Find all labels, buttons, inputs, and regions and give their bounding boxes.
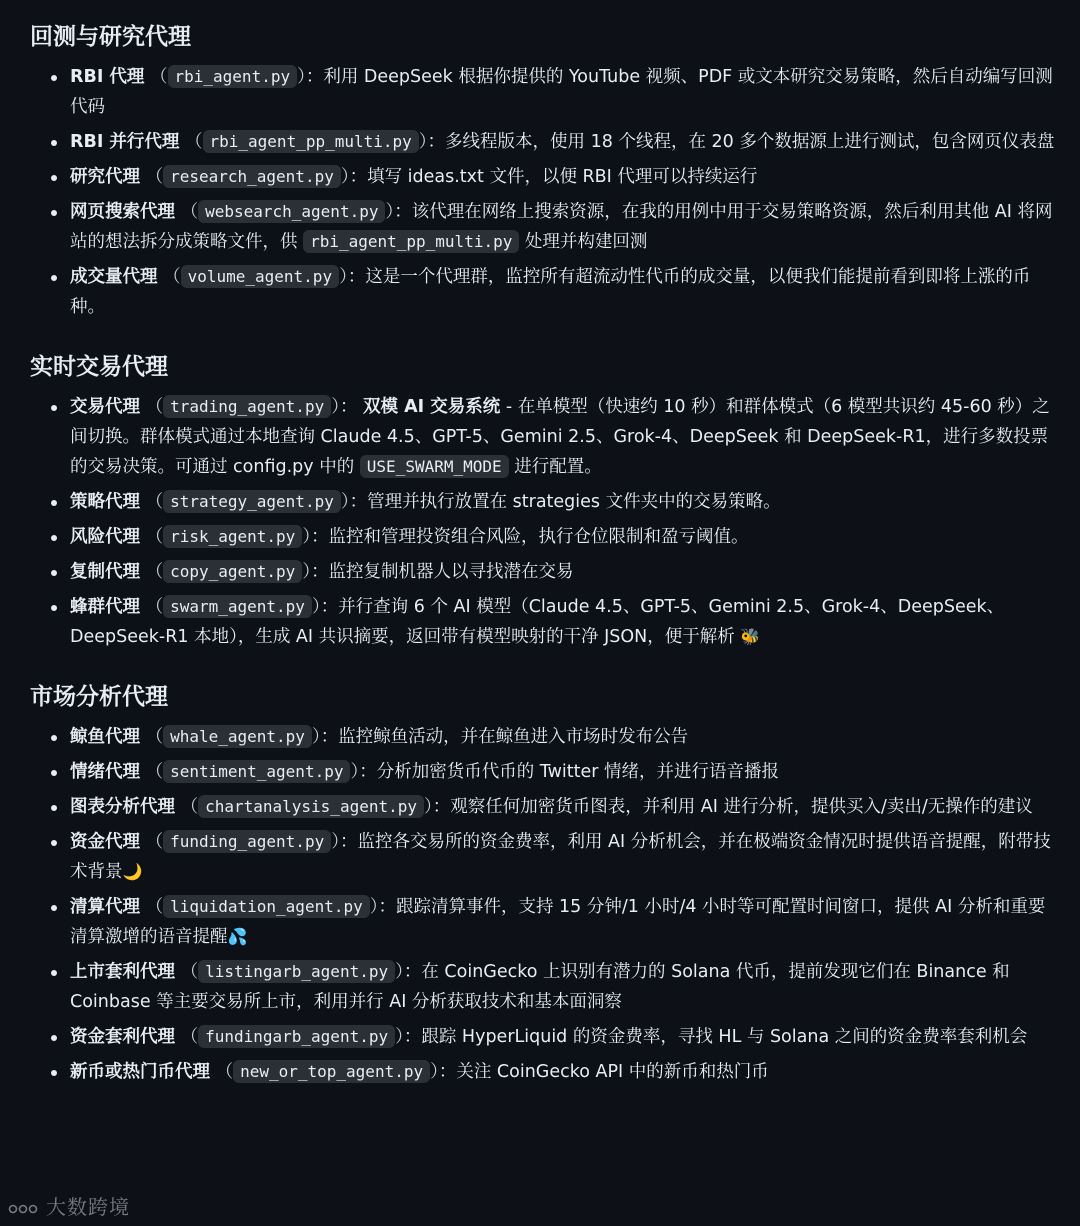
watermark	[8, 1191, 130, 1220]
agent-desc-tail: 处理并构建回测	[519, 232, 648, 252]
agent-desc: ：这是一个代理群，监控所有超流动性代币的成交量，以便我们能提前看到即将上涨的币种。	[70, 267, 1031, 317]
agent-name: 新币或热门币代理	[70, 1062, 210, 1082]
bold-phrase: 双模 AI 交易系统	[363, 397, 501, 417]
agent-name: 图表分析代理	[70, 797, 175, 817]
agent-desc: ：跟踪清算事件，支持 15 分钟/1 小时/4 小时等可配置时间窗口，提供 AI 分析和重要清算激增的语音提醒	[70, 897, 1046, 947]
agent-name: 交易代理	[70, 397, 140, 417]
agent-desc: ：多线程版本，使用 18 个线程，在 20 多个数据源上进行测试，包含网页仪表盘	[427, 132, 1055, 152]
bee-icon: 🐝	[740, 627, 761, 646]
agent-desc: ：监控复制机器人以寻找潜在交易	[311, 562, 574, 582]
agent-name: 情绪代理	[70, 762, 140, 782]
agent-name: 策略代理	[70, 492, 140, 512]
file-code: rbi_agent_pp_multi.py	[303, 230, 519, 253]
file-code: liquidation_agent.py	[163, 895, 370, 918]
list-item: 鲸鱼代理 （ whale_agent.py ）：监控鲸鱼活动，并在鲸鱼进入市场时发布公告	[30, 722, 1062, 752]
agent-name: 成交量代理	[70, 267, 158, 287]
agent-desc: ：分析加密货币代币的 Twitter 情绪，并进行语音播报	[359, 762, 779, 782]
list-item: 成交量代理 （ volume_agent.py ）：这是一个代理群，监控所有超流动性代币的成交量，以便我们能提前看到即将上涨的币种。	[30, 262, 1062, 322]
list-item: 清算代理 （ liquidation_agent.py ）：跟踪清算事件，支持 15 分钟/1 小时/4 小时等可配置时间窗口，提供 AI 分析和重要清算激增的语音提醒💦	[30, 892, 1062, 952]
watermark-logo-icon	[8, 1200, 42, 1218]
droplets-icon: 💦	[227, 927, 248, 946]
agent-desc: ：并行查询 6 个 AI 模型（Claude 4.5、GPT-5、Gemini 2.5、Grok-4、DeepSeek、DeepSeek-R1 本地），生成 AI 共识摘要，返回带有模型映射的干净 JSON，便于解析	[70, 597, 1005, 647]
list-item: 新币或热门币代理 （ new_or_top_agent.py ）：关注 CoinGecko API 中的新币和热门币	[30, 1057, 1062, 1087]
file-code: new_or_top_agent.py	[233, 1060, 430, 1083]
section-backtest-research	[30, 22, 1062, 322]
list-item: 上市套利代理 （ listingarb_agent.py ）：在 CoinGecko 上识别有潜力的 Solana 代币，提前发现它们在 Binance 和 Coinbase 等主要交易所上市，利用并行 AI 分析获取技术和基本面洞察	[30, 957, 1062, 1017]
section-title: 市场分析代理	[30, 684, 168, 710]
file-code: USE_SWARM_MODE	[360, 455, 509, 478]
agent-desc: ：填写 ideas.txt 文件，以便 RBI 代理可以持续运行	[349, 167, 758, 187]
file-code: whale_agent.py	[163, 725, 312, 748]
agent-name: 上市套利代理	[70, 962, 175, 982]
agent-name: RBI 并行代理	[70, 132, 180, 152]
agent-list	[30, 722, 1062, 1087]
agent-desc: ：在 CoinGecko 上识别有潜力的 Solana 代币，提前发现它们在 Binance 和 Coinbase 等主要交易所上市，利用并行 AI 分析获取技术和基本面洞察	[70, 962, 1010, 1012]
list-item: 资金代理 （ funding_agent.py ）：监控各交易所的资金费率，利用 AI 分析机会，并在极端资金情况时提供语音提醒，附带技术背景🌙	[30, 827, 1062, 887]
section-live-trading	[30, 352, 1062, 652]
section-title: 回测与研究代理	[30, 24, 191, 50]
agent-desc: ：监控和管理投资组合风险，执行仓位限制和盈亏阈值。	[311, 527, 749, 547]
agent-desc: ：监控各交易所的资金费率，利用 AI 分析机会，并在极端资金情况时提供语音提醒，附带技术背景	[70, 832, 1051, 882]
agent-desc-mid: - 在单模型（快速约 10 秒）和群体模式（6 模型共识约 45-60 秒）之间切换。群体模式通过本地查询 Claude 4.5、GPT-5、Gemini 2.5、Grok-4、DeepSeek 和 DeepSeek-R1，进行多数投票的交易决策。可通过 config.py 中的	[70, 397, 1050, 477]
section-title: 实时交易代理	[30, 354, 168, 380]
list-item: 图表分析代理 （ chartanalysis_agent.py ）：观察任何加密货币图表，并利用 AI 进行分析，提供买入/卖出/无操作的建议	[30, 792, 1062, 822]
agent-desc: ：观察任何加密货币图表，并利用 AI 进行分析，提供买入/卖出/无操作的建议	[432, 797, 1033, 817]
file-code: trading_agent.py	[163, 395, 331, 418]
file-code: chartanalysis_agent.py	[198, 795, 424, 818]
file-code: swarm_agent.py	[163, 595, 312, 618]
agent-desc: ：关注 CoinGecko API 中的新币和热门币	[438, 1062, 769, 1082]
list-item: 蜂群代理 （ swarm_agent.py ）：并行查询 6 个 AI 模型（Claude 4.5、GPT-5、Gemini 2.5、Grok-4、DeepSeek、DeepSeek-R1 本地），生成 AI 共识摘要，返回带有模型映射的干净 JSON，便于解析 🐝	[30, 592, 1062, 652]
list-item: RBI 并行代理 （ rbi_agent_pp_multi.py ）：多线程版本，使用 18 个线程，在 20 多个数据源上进行测试，包含网页仪表盘	[30, 127, 1062, 157]
agent-desc: ：管理并执行放置在 strategies 文件夹中的交易策略。	[349, 492, 781, 512]
agent-name: 资金代理	[70, 832, 140, 852]
watermark-text: 大数跨境	[46, 1195, 130, 1219]
list-item: 策略代理 （ strategy_agent.py ）：管理并执行放置在 strategies 文件夹中的交易策略。	[30, 487, 1062, 517]
file-code: funding_agent.py	[163, 830, 331, 853]
file-code: websearch_agent.py	[198, 200, 385, 223]
file-code: rbi_agent_pp_multi.py	[203, 130, 419, 153]
agent-desc: ：	[339, 397, 364, 417]
section-market-analysis	[30, 682, 1062, 1087]
agent-list	[30, 62, 1062, 322]
agent-desc: ：该代理在网络上搜索资源，在我的用例中用于交易策略资源，然后利用其他 AI 将网站的想法拆分成策略文件，供	[70, 202, 1053, 252]
file-code: strategy_agent.py	[163, 490, 341, 513]
agent-name: 风险代理	[70, 527, 140, 547]
list-item: 风险代理 （ risk_agent.py ）：监控和管理投资组合风险，执行仓位限制和盈亏阈值。	[30, 522, 1062, 552]
file-code: volume_agent.py	[181, 265, 340, 288]
list-item: 研究代理 （ research_agent.py ）：填写 ideas.txt 文件，以便 RBI 代理可以持续运行	[30, 162, 1062, 192]
list-item: RBI 代理 （ rbi_agent.py ）：利用 DeepSeek 根据你提供的 YouTube 视频、PDF 或文本研究交易策略，然后自动编写回测代码	[30, 62, 1062, 122]
agent-desc: ：跟踪 HyperLiquid 的资金费率，寻找 HL 与 Solana 之间的资金费率套利机会	[403, 1027, 1028, 1047]
file-code: rbi_agent.py	[168, 65, 298, 88]
file-code: fundingarb_agent.py	[198, 1025, 395, 1048]
file-code: copy_agent.py	[163, 560, 302, 583]
agent-desc: ：利用 DeepSeek 根据你提供的 YouTube 视频、PDF 或文本研究交易策略，然后自动编写回测代码	[70, 67, 1053, 117]
file-code: listingarb_agent.py	[198, 960, 395, 983]
list-item: 复制代理 （ copy_agent.py ）：监控复制机器人以寻找潜在交易	[30, 557, 1062, 587]
file-code: research_agent.py	[163, 165, 341, 188]
list-item: 情绪代理 （ sentiment_agent.py ）：分析加密货币代币的 Twitter 情绪，并进行语音播报	[30, 757, 1062, 787]
agent-name: 研究代理	[70, 167, 140, 187]
agent-list	[30, 392, 1062, 652]
list-item: 网页搜索代理 （ websearch_agent.py ）：该代理在网络上搜索资源，在我的用例中用于交易策略资源，然后利用其他 AI 将网站的想法拆分成策略文件，供 rbi_agent_pp_multi.py 处理并构建回测	[30, 197, 1062, 257]
agent-name: 复制代理	[70, 562, 140, 582]
agent-name: 鲸鱼代理	[70, 727, 140, 747]
file-code: risk_agent.py	[163, 525, 302, 548]
agent-name: 网页搜索代理	[70, 202, 175, 222]
list-item: 交易代理 （ trading_agent.py ）： 双模 AI 交易系统 - 在单模型（快速约 10 秒）和群体模式（6 模型共识约 45-60 秒）之间切换。群体模式通过本地查询 Claude 4.5、GPT-5、Gemini 2.5、Grok-4、DeepSeek 和 DeepSeek-R1，进行多数投票的交易决策。可通过 config.py 中的 USE_SWARM_MODE 进行配置。	[30, 392, 1062, 482]
agent-name: 资金套利代理	[70, 1027, 175, 1047]
agent-desc-tail: 进行配置。	[508, 457, 602, 477]
agent-desc: ：监控鲸鱼活动，并在鲸鱼进入市场时发布公告	[320, 727, 689, 747]
file-code: sentiment_agent.py	[163, 760, 350, 783]
agent-name: RBI 代理	[70, 67, 145, 87]
agent-name: 清算代理	[70, 897, 140, 917]
moon-icon: 🌙	[122, 862, 143, 881]
agent-name: 蜂群代理	[70, 597, 140, 617]
list-item: 资金套利代理 （ fundingarb_agent.py ）：跟踪 HyperLiquid 的资金费率，寻找 HL 与 Solana 之间的资金费率套利机会	[30, 1022, 1062, 1052]
